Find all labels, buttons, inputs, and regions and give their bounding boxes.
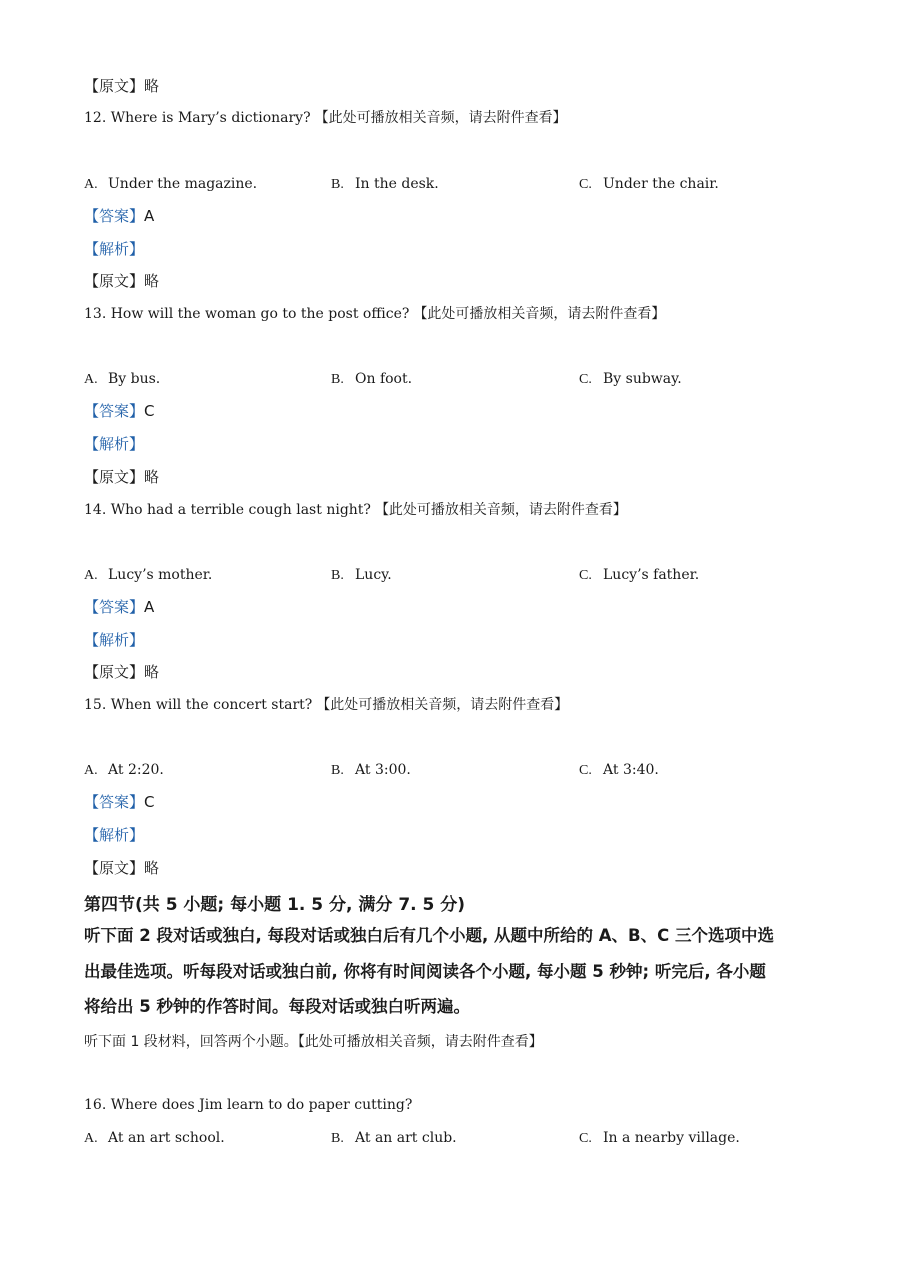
answer-value: C (144, 402, 155, 420)
analysis-tag: 【解析】 (84, 435, 145, 453)
omitted-text: 略 (144, 468, 160, 486)
section-4-instruction-line-3: 将给出 5 秒钟的作答时间。每段对话或独白听两遍。 (84, 997, 470, 1016)
question-14-option-b[interactable] (331, 565, 392, 586)
question-13-stem (84, 304, 665, 324)
option-letter: A. (84, 763, 98, 778)
analysis-line (84, 239, 144, 260)
answer-value: A (144, 598, 155, 616)
question-14-option-c[interactable] (579, 565, 699, 586)
option-letter: A. (84, 372, 98, 387)
answer-line (84, 792, 155, 813)
original-tag: 【原文】 (84, 77, 145, 95)
question-15-option-c[interactable] (579, 760, 659, 781)
audio-note-link[interactable]: 【此处可播放相关音频，请去附件查看】 (374, 502, 627, 518)
option-text: At 3:40. (603, 762, 659, 778)
question-16-option-b[interactable] (331, 1128, 457, 1149)
analysis-tag: 【解析】 (84, 826, 145, 844)
option-text: By bus. (108, 371, 161, 387)
original-tag: 【原文】 (84, 272, 145, 290)
original-text-line (84, 662, 159, 683)
option-letter: A. (84, 177, 98, 192)
original-text-line (84, 858, 159, 879)
option-letter: C. (579, 763, 592, 778)
audio-note-link[interactable]: 【此处可播放相关音频，请去附件查看】 (314, 110, 567, 126)
option-letter: B. (331, 177, 344, 192)
original-text-line (84, 467, 159, 488)
question-stem-text: 15. When will the concert start? (84, 697, 313, 713)
original-text-line (84, 271, 159, 292)
audio-note-link[interactable]: 【此处可播放相关音频，请去附件查看】 (413, 306, 666, 322)
answer-tag: 【答案】 (84, 207, 145, 225)
question-14-stem (84, 500, 627, 520)
option-letter: A. (84, 1131, 98, 1146)
option-letter: B. (331, 568, 344, 583)
omitted-text: 略 (144, 859, 160, 877)
option-text: At an art school. (108, 1130, 225, 1146)
question-14-option-a[interactable] (84, 565, 212, 586)
analysis-line (84, 434, 144, 455)
audio-note-link[interactable]: 【此处可播放相关音频，请去附件查看】 (297, 1034, 543, 1050)
option-text: In the desk. (355, 176, 439, 192)
option-letter: A. (84, 568, 98, 583)
option-text: On foot. (355, 371, 413, 387)
section-4-title: 第四节(共 5 小题; 每小题 1. 5 分, 满分 7. 5 分) (84, 895, 466, 915)
option-letter: B. (331, 372, 344, 387)
option-letter: B. (331, 1131, 344, 1146)
omitted-text: 略 (144, 663, 160, 681)
option-text: Under the chair. (603, 176, 719, 192)
answer-tag: 【答案】 (84, 402, 145, 420)
answer-line (84, 597, 154, 618)
omitted-text: 略 (144, 272, 160, 290)
option-text: By subway. (603, 371, 682, 387)
question-stem-text: 12. Where is Mary’s dictionary? (84, 110, 311, 126)
analysis-line (84, 630, 144, 651)
option-text: At an art club. (355, 1130, 457, 1146)
question-15-option-a[interactable] (84, 760, 164, 781)
option-letter: C. (579, 372, 592, 387)
analysis-line (84, 825, 144, 846)
option-letter: C. (579, 1131, 592, 1146)
original-tag: 【原文】 (84, 663, 145, 681)
question-13-option-a[interactable] (84, 369, 160, 390)
original-text-line (84, 76, 159, 97)
option-text: At 3:00. (355, 762, 411, 778)
section-4-instruction-line-2: 出最佳选项。听每段对话或独白前, 你将有时间阅读各个小题, 每小题 5 秒钟; 听完后, 各小题 (84, 962, 766, 981)
option-text: Lucy’s father. (603, 567, 700, 583)
answer-line (84, 401, 155, 422)
sub-instruction (84, 1031, 543, 1051)
original-tag: 【原文】 (84, 859, 145, 877)
question-stem-text: 14. Who had a terrible cough last night? (84, 502, 371, 518)
question-16-option-c[interactable] (579, 1128, 740, 1149)
answer-value: A (144, 207, 155, 225)
question-16-option-a[interactable] (84, 1128, 225, 1149)
question-12-option-c[interactable] (579, 174, 719, 195)
option-letter: C. (579, 568, 592, 583)
option-text: Under the magazine. (108, 176, 258, 192)
sub-instruction-text: 听下面 1 段材料，回答两个小题。 (84, 1034, 298, 1050)
question-16-stem: 16. Where does Jim learn to do paper cutting? (84, 1097, 413, 1113)
question-12-option-b[interactable] (331, 174, 439, 195)
audio-note-link[interactable]: 【此处可播放相关音频，请去附件查看】 (316, 697, 569, 713)
answer-value: C (144, 793, 155, 811)
question-15-stem (84, 695, 568, 715)
option-letter: C. (579, 177, 592, 192)
question-12-stem (84, 108, 567, 128)
question-12-option-a[interactable] (84, 174, 257, 195)
analysis-tag: 【解析】 (84, 240, 145, 258)
answer-line (84, 206, 154, 227)
answer-tag: 【答案】 (84, 793, 145, 811)
question-13-option-c[interactable] (579, 369, 682, 390)
answer-tag: 【答案】 (84, 598, 145, 616)
section-4-instruction-line-1: 听下面 2 段对话或独白, 每段对话或独白后有几个小题, 从题中所给的 A、B、C 三个选项中选 (84, 926, 774, 945)
option-letter: B. (331, 763, 344, 778)
question-stem-text: 13. How will the woman go to the post office? (84, 306, 410, 322)
question-13-option-b[interactable] (331, 369, 412, 390)
analysis-tag: 【解析】 (84, 631, 145, 649)
option-text: In a nearby village. (603, 1130, 740, 1146)
option-text: Lucy’s mother. (108, 567, 213, 583)
original-tag: 【原文】 (84, 468, 145, 486)
option-text: At 2:20. (108, 762, 164, 778)
question-15-option-b[interactable] (331, 760, 411, 781)
option-text: Lucy. (355, 567, 392, 583)
omitted-text: 略 (144, 77, 160, 95)
